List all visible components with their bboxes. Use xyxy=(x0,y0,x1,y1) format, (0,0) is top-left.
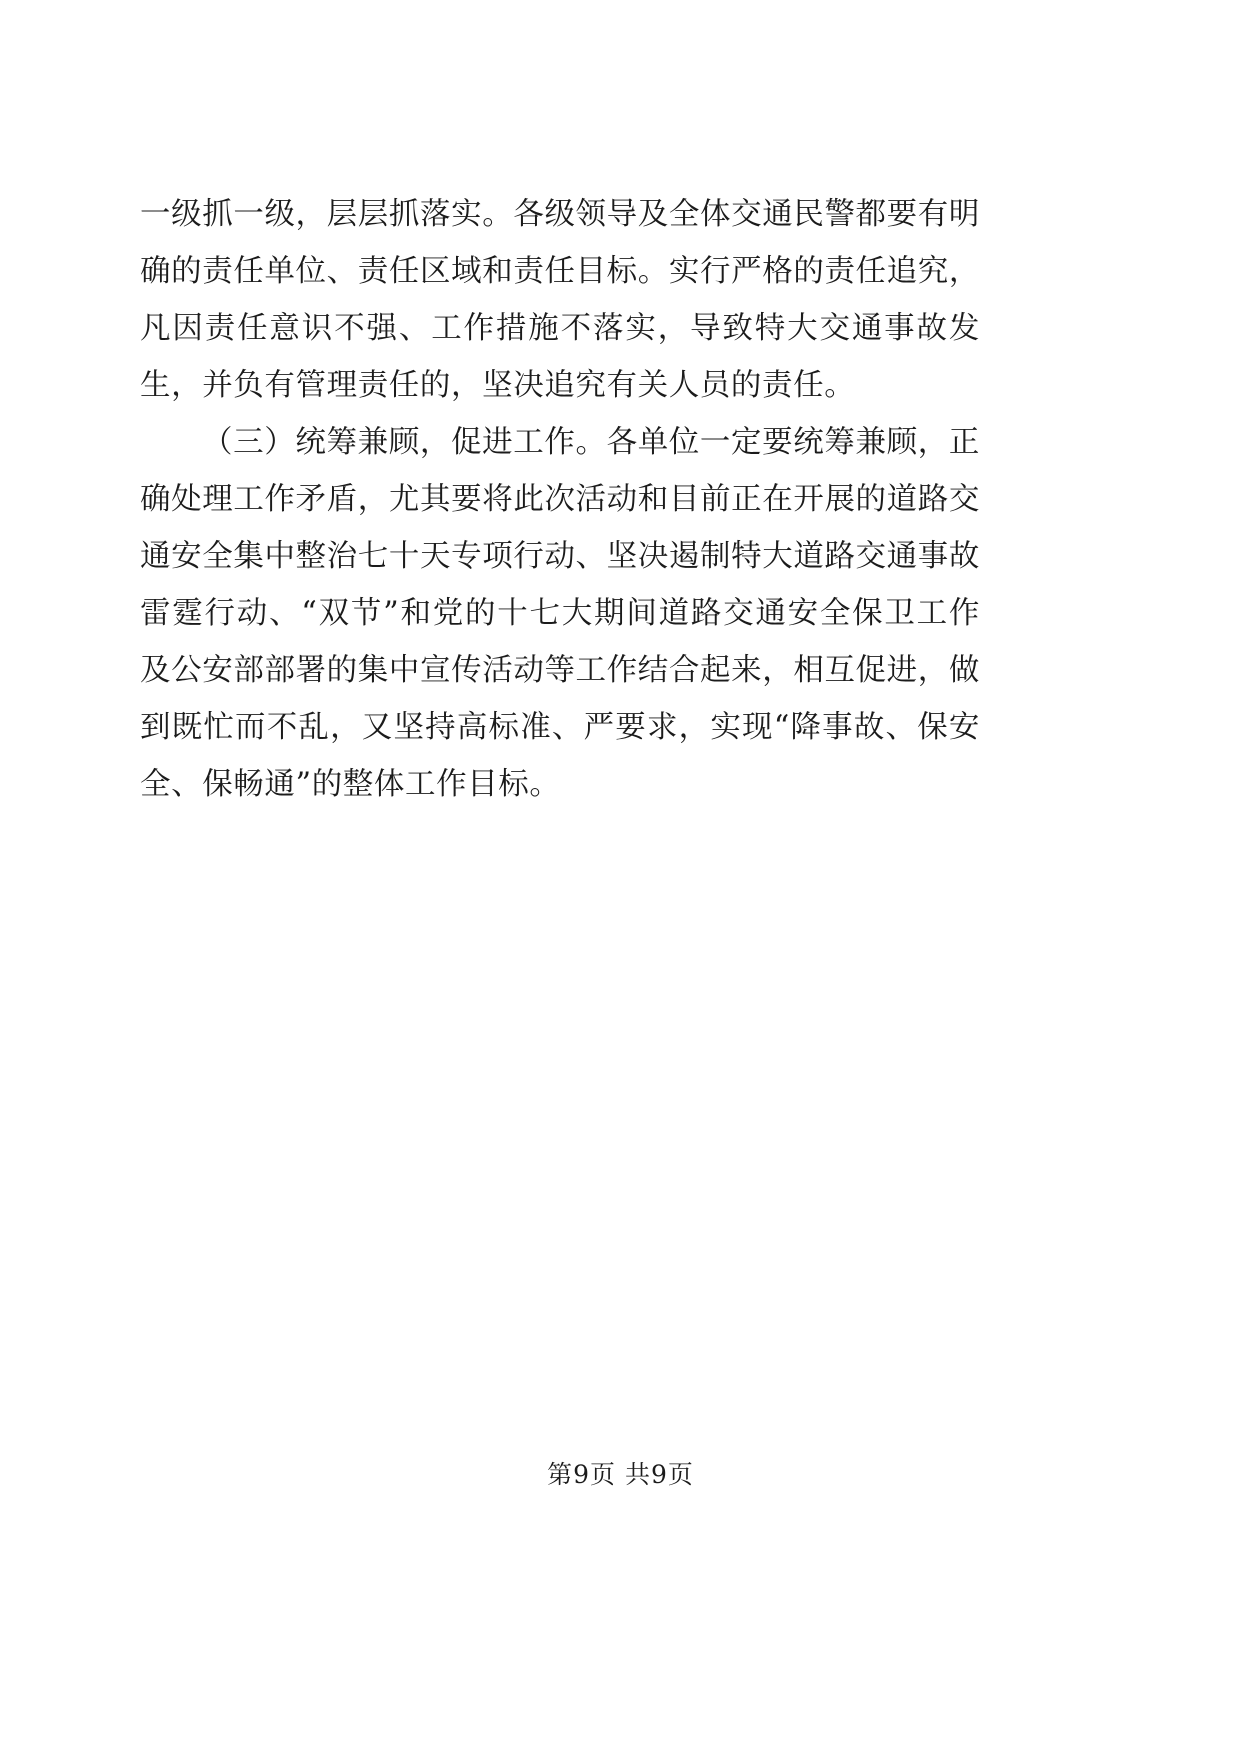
page-number: 第9页 共9页 xyxy=(547,1460,694,1489)
page-footer xyxy=(0,1455,1241,1491)
paragraph-1: 一级抓一级，层层抓落实。各级领导及全体交通民警都要有明确的责任单位、责任区域和责任目标。实行严格的责任追究，凡因责任意识不强、工作措施不落实，导致特大交通事故发生，并负有管理责任的，坚决追究有关人员的责任。 xyxy=(140,197,980,403)
document-body xyxy=(140,186,980,813)
paragraph-2: （三）统筹兼顾，促进工作。各单位一定要统筹兼顾，正确处理工作矛盾，尤其要将此次活动和目前正在开展的道路交通安全集中整治七十天专项行动、坚决遏制特大道路交通事故雷霆行动、“双节”和党的十七大期间道路交通安全保卫工作及公安部部署的集中宣传活动等工作结合起来，相互促进，做到既忙而不乱，又坚持高标准、严要求，实现“降事故、保安全、保畅通”的整体工作目标。 xyxy=(140,425,980,802)
